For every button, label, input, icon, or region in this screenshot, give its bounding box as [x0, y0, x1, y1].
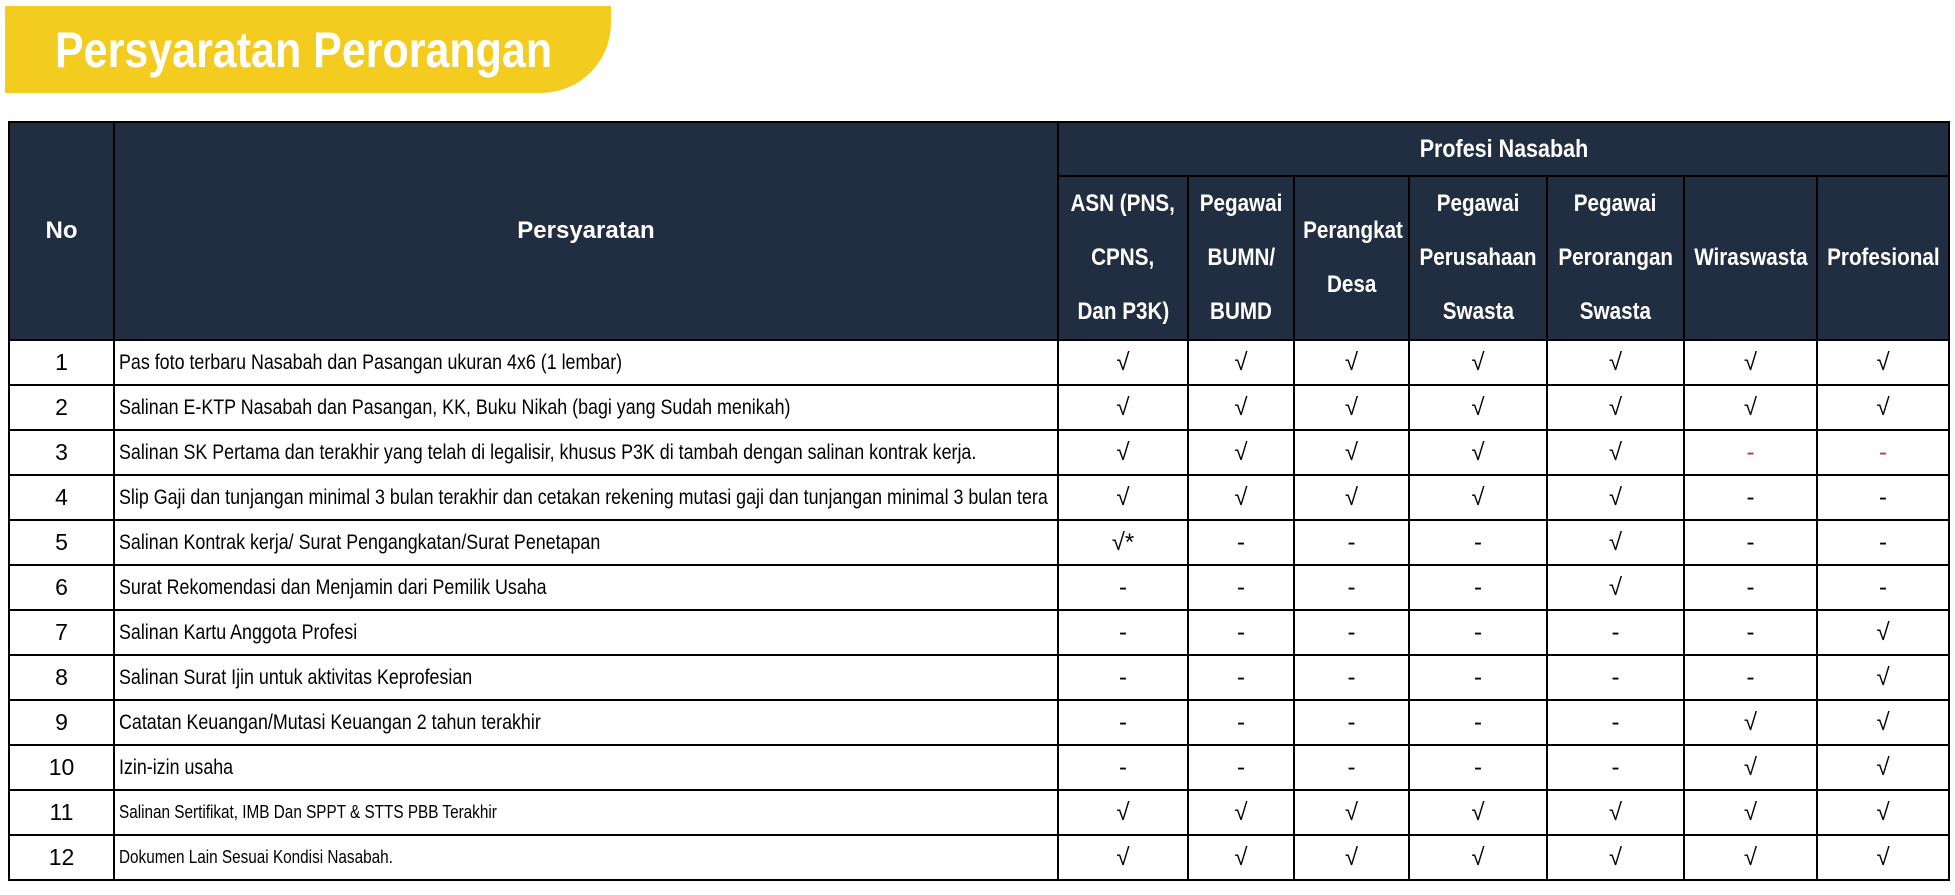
header-profession-5 — [1547, 176, 1684, 340]
requirement-text — [114, 655, 1058, 700]
row-number: 12 — [9, 835, 114, 880]
requirement-text — [114, 745, 1058, 790]
check-mark: √ — [1058, 385, 1188, 430]
not-required-mark: - — [1058, 700, 1188, 745]
table-row — [9, 385, 1949, 430]
check-mark: √ — [1817, 610, 1949, 655]
requirements-table — [8, 121, 1950, 881]
check-mark: √ — [1409, 385, 1547, 430]
check-mark: √ — [1684, 745, 1817, 790]
requirement-label: Izin-izin usaha — [119, 755, 234, 779]
check-mark: √ — [1294, 790, 1409, 835]
requirement-text — [114, 835, 1058, 880]
not-required-mark: - — [1294, 565, 1409, 610]
not-required-mark: - — [1294, 610, 1409, 655]
not-required-mark: - — [1188, 655, 1294, 700]
not-required-mark: - — [1684, 520, 1817, 565]
not-required-mark: - — [1294, 520, 1409, 565]
profession-label-line: Pegawai — [1199, 190, 1283, 217]
check-mark: √ — [1188, 385, 1294, 430]
not-required-mark: - — [1058, 655, 1188, 700]
check-mark: √ — [1817, 745, 1949, 790]
requirement-text — [114, 790, 1058, 835]
check-mark: √ — [1684, 340, 1817, 385]
row-number: 6 — [9, 565, 114, 610]
profession-label-line: Swasta — [1442, 298, 1514, 325]
requirement-text — [114, 475, 1058, 520]
not-required-mark: - — [1188, 700, 1294, 745]
not-required-mark: - — [1058, 745, 1188, 790]
table-row — [9, 790, 1949, 835]
check-mark: √ — [1294, 835, 1409, 880]
check-mark: √ — [1547, 565, 1684, 610]
header-persyaratan: Persyaratan — [114, 122, 1058, 340]
not-required-mark: - — [1188, 610, 1294, 655]
row-number: 11 — [9, 790, 114, 835]
profession-label-line: Profesional — [1827, 244, 1940, 271]
not-required-mark: - — [1409, 745, 1547, 790]
row-number: 2 — [9, 385, 114, 430]
requirement-label: Salinan SK Pertama dan terakhir yang telah di legalisir, khusus P3K di tambah dengan salinan kontrak kerja. — [119, 440, 977, 464]
check-mark: √ — [1188, 475, 1294, 520]
check-mark: √ — [1547, 520, 1684, 565]
check-mark: √ — [1294, 430, 1409, 475]
not-required-mark: - — [1547, 700, 1684, 745]
title-banner — [5, 6, 611, 93]
check-mark: √ — [1547, 385, 1684, 430]
header-profession-6 — [1684, 176, 1817, 340]
not-required-mark: - — [1409, 565, 1547, 610]
check-mark: √ — [1409, 835, 1547, 880]
not-required-mark: - — [1294, 700, 1409, 745]
not-required-mark: - — [1188, 565, 1294, 610]
requirement-label: Salinan Surat Ijin untuk aktivitas Keprofesian — [119, 665, 473, 689]
not-required-mark: - — [1684, 655, 1817, 700]
not-required-mark: - — [1684, 475, 1817, 520]
row-number: 1 — [9, 340, 114, 385]
table-row — [9, 655, 1949, 700]
profession-label-line: Perorangan — [1558, 244, 1673, 271]
check-mark: √ — [1547, 430, 1684, 475]
requirement-text — [114, 385, 1058, 430]
not-required-mark: - — [1817, 430, 1949, 475]
table-row — [9, 520, 1949, 565]
requirement-text — [114, 430, 1058, 475]
row-number: 10 — [9, 745, 114, 790]
header-profession-4 — [1409, 176, 1547, 340]
check-mark: √ — [1817, 700, 1949, 745]
check-mark: √ — [1547, 790, 1684, 835]
not-required-mark: - — [1684, 565, 1817, 610]
check-mark: √ — [1684, 835, 1817, 880]
profession-label-line: Swasta — [1579, 298, 1652, 325]
not-required-mark: - — [1684, 430, 1817, 475]
check-mark: √ — [1409, 340, 1547, 385]
check-mark: √ — [1409, 790, 1547, 835]
check-mark: √ — [1817, 340, 1949, 385]
requirement-label: Salinan Kontrak kerja/ Surat Pengangkatan/Surat Penetapan — [119, 530, 601, 554]
header-profession-7 — [1817, 176, 1949, 340]
not-required-mark: - — [1058, 565, 1188, 610]
requirement-text — [114, 610, 1058, 655]
check-mark: √ — [1294, 385, 1409, 430]
check-mark: √ — [1547, 835, 1684, 880]
check-mark: √* — [1058, 520, 1188, 565]
header-profesi-nasabah: Profesi Nasabah — [1058, 122, 1949, 176]
page-title: Persyaratan Perorangan — [55, 22, 553, 78]
check-mark: √ — [1817, 385, 1949, 430]
row-number: 5 — [9, 520, 114, 565]
row-number: 9 — [9, 700, 114, 745]
not-required-mark: - — [1058, 610, 1188, 655]
not-required-mark: - — [1409, 520, 1547, 565]
profession-label-line: BUMD — [1210, 298, 1272, 325]
header-profession-1 — [1058, 176, 1188, 340]
requirement-text — [114, 565, 1058, 610]
table-row — [9, 700, 1949, 745]
profession-label-line: Pegawai — [1436, 190, 1520, 217]
check-mark: √ — [1817, 655, 1949, 700]
table-row — [9, 565, 1949, 610]
requirement-text — [114, 340, 1058, 385]
profession-label-line: Perusahaan — [1419, 244, 1537, 271]
not-required-mark: - — [1547, 610, 1684, 655]
table-row — [9, 610, 1949, 655]
not-required-mark: - — [1817, 520, 1949, 565]
check-mark: √ — [1188, 790, 1294, 835]
table-row — [9, 835, 1949, 880]
header-no: No — [9, 122, 114, 340]
requirement-label: Catatan Keuangan/Mutasi Keuangan 2 tahun terakhir — [119, 710, 541, 734]
check-mark: √ — [1058, 475, 1188, 520]
header-profession-2 — [1188, 176, 1294, 340]
not-required-mark: - — [1547, 745, 1684, 790]
profession-label-line: Dan P3K) — [1077, 298, 1169, 325]
check-mark: √ — [1817, 790, 1949, 835]
profession-label-line: CPNS, — [1091, 244, 1155, 271]
requirement-text — [114, 700, 1058, 745]
profession-label-line: Wiraswasta — [1694, 244, 1808, 271]
not-required-mark: - — [1409, 610, 1547, 655]
not-required-mark: - — [1294, 745, 1409, 790]
check-mark: √ — [1817, 835, 1949, 880]
profession-label-line: ASN (PNS, — [1070, 190, 1176, 217]
check-mark: √ — [1188, 835, 1294, 880]
check-mark: √ — [1058, 430, 1188, 475]
profession-label-line: BUMN/ — [1207, 244, 1275, 271]
not-required-mark: - — [1817, 475, 1949, 520]
check-mark: √ — [1684, 790, 1817, 835]
check-mark: √ — [1058, 835, 1188, 880]
table-row — [9, 745, 1949, 790]
check-mark: √ — [1547, 475, 1684, 520]
not-required-mark: - — [1817, 565, 1949, 610]
requirement-label: Salinan E-KTP Nasabah dan Pasangan, KK, Buku Nikah (bagi yang Sudah menikah) — [119, 395, 791, 419]
check-mark: √ — [1409, 430, 1547, 475]
row-number: 8 — [9, 655, 114, 700]
requirement-label: Slip Gaji dan tunjangan minimal 3 bulan terakhir dan cetakan rekening mutasi gaji dan tunjangan minimal 3 bulan tera — [119, 485, 1048, 509]
check-mark: √ — [1294, 475, 1409, 520]
row-number: 3 — [9, 430, 114, 475]
profession-label-line: Desa — [1326, 271, 1377, 298]
check-mark: √ — [1058, 340, 1188, 385]
requirement-label: Pas foto terbaru Nasabah dan Pasangan ukuran 4x6 (1 lembar) — [119, 350, 623, 374]
check-mark: √ — [1188, 430, 1294, 475]
not-required-mark: - — [1684, 610, 1817, 655]
check-mark: √ — [1409, 475, 1547, 520]
check-mark: √ — [1188, 340, 1294, 385]
requirement-label: Salinan Sertifikat, IMB Dan SPPT & STTS PBB Terakhir — [119, 802, 497, 822]
requirement-label: Surat Rekomendasi dan Menjamin dari Pemilik Usaha — [119, 575, 547, 599]
requirement-label: Salinan Kartu Anggota Profesi — [119, 620, 358, 644]
table-row — [9, 340, 1949, 385]
header-profession-3 — [1294, 176, 1409, 340]
row-number: 7 — [9, 610, 114, 655]
not-required-mark: - — [1409, 700, 1547, 745]
not-required-mark: - — [1409, 655, 1547, 700]
profession-label-line: Pegawai — [1574, 190, 1657, 217]
not-required-mark: - — [1188, 745, 1294, 790]
table-row — [9, 475, 1949, 520]
not-required-mark: - — [1188, 520, 1294, 565]
row-number: 4 — [9, 475, 114, 520]
not-required-mark: - — [1294, 655, 1409, 700]
check-mark: √ — [1547, 340, 1684, 385]
check-mark: √ — [1294, 340, 1409, 385]
profession-label-line: Perangkat — [1303, 217, 1403, 244]
check-mark: √ — [1058, 790, 1188, 835]
requirement-text — [114, 520, 1058, 565]
requirement-label: Dokumen Lain Sesuai Kondisi Nasabah. — [119, 847, 393, 867]
check-mark: √ — [1684, 385, 1817, 430]
check-mark: √ — [1684, 700, 1817, 745]
not-required-mark: - — [1547, 655, 1684, 700]
table-row — [9, 430, 1949, 475]
